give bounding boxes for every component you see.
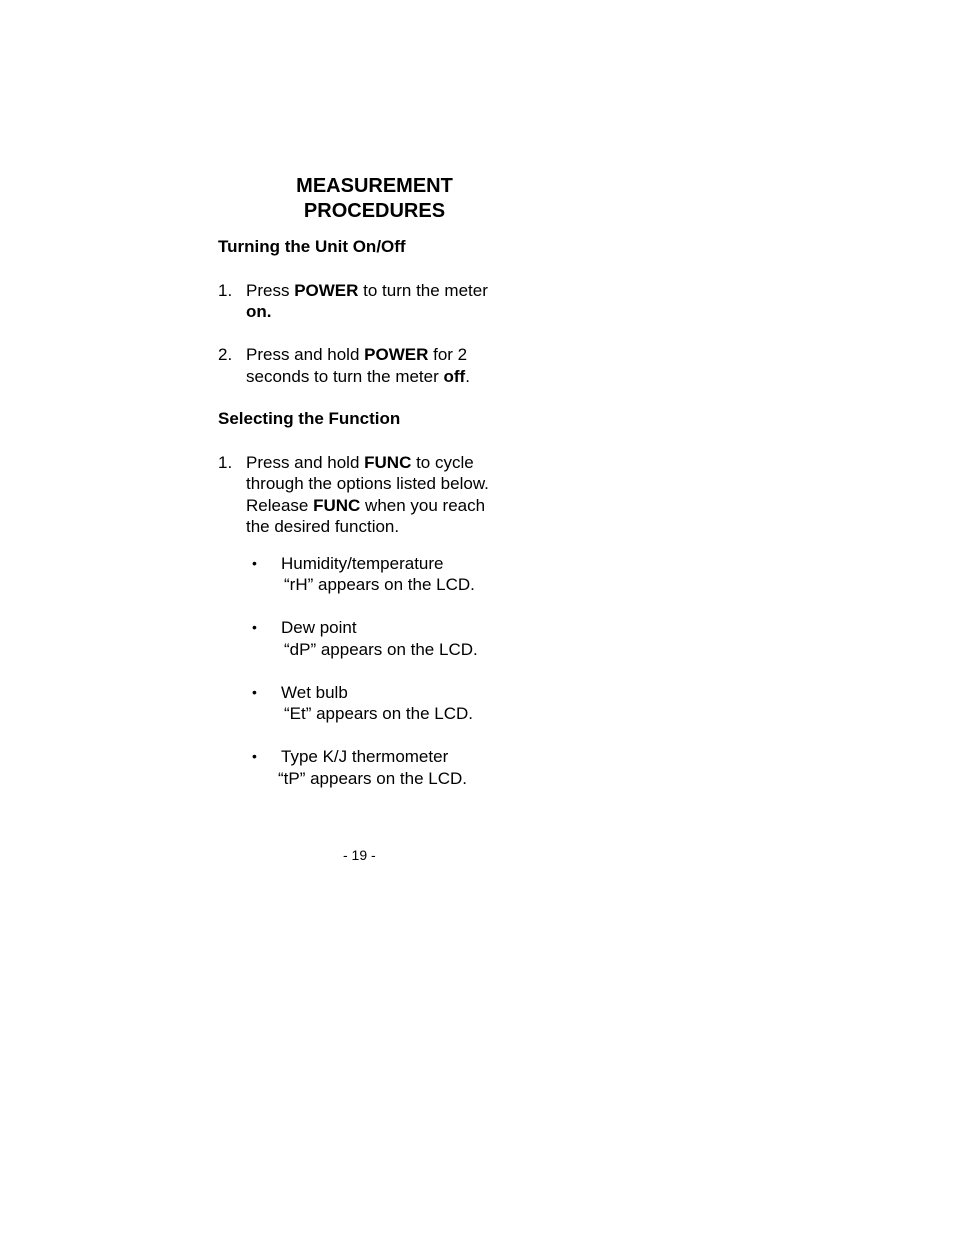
bullet-icon: • bbox=[252, 619, 257, 635]
section-heading-power: Turning the Unit On/Off bbox=[218, 237, 406, 256]
page-title-line-1: MEASUREMENT bbox=[296, 175, 453, 197]
step-text: the desired function. bbox=[246, 517, 400, 536]
option-note: “rH” appears on the LCD. bbox=[284, 575, 475, 594]
option-note: “tP” appears on the LCD. bbox=[278, 769, 467, 788]
option-name: Dew point bbox=[281, 618, 357, 637]
step-text: Press POWER to turn the meter bbox=[246, 281, 488, 300]
step-text: Press and hold FUNC to cycle bbox=[246, 453, 474, 472]
option-name: Humidity/temperature bbox=[281, 554, 444, 573]
step-text: seconds to turn the meter off. bbox=[246, 367, 470, 386]
step-text: Press and hold POWER for 2 bbox=[246, 345, 468, 364]
step-number: 1. bbox=[218, 281, 233, 300]
bullet-icon: • bbox=[252, 748, 257, 764]
page-number: - 19 - bbox=[343, 847, 376, 863]
step-text: Release FUNC when you reach bbox=[246, 496, 486, 515]
section-heading-function: Selecting the Function bbox=[218, 409, 401, 428]
page-title-line-2: PROCEDURES bbox=[303, 200, 446, 222]
option-note: “dP” appears on the LCD. bbox=[284, 640, 478, 659]
option-note: “Et” appears on the LCD. bbox=[284, 704, 473, 723]
bullet-icon: • bbox=[252, 684, 257, 700]
step-number: 2. bbox=[218, 345, 233, 364]
step-number: 1. bbox=[218, 453, 233, 472]
option-name: Wet bulb bbox=[281, 683, 348, 702]
step-text: on. bbox=[246, 302, 272, 321]
option-name: Type K/J thermometer bbox=[281, 747, 449, 766]
step-text: through the options listed below. bbox=[246, 474, 489, 493]
bullet-icon: • bbox=[252, 555, 257, 571]
